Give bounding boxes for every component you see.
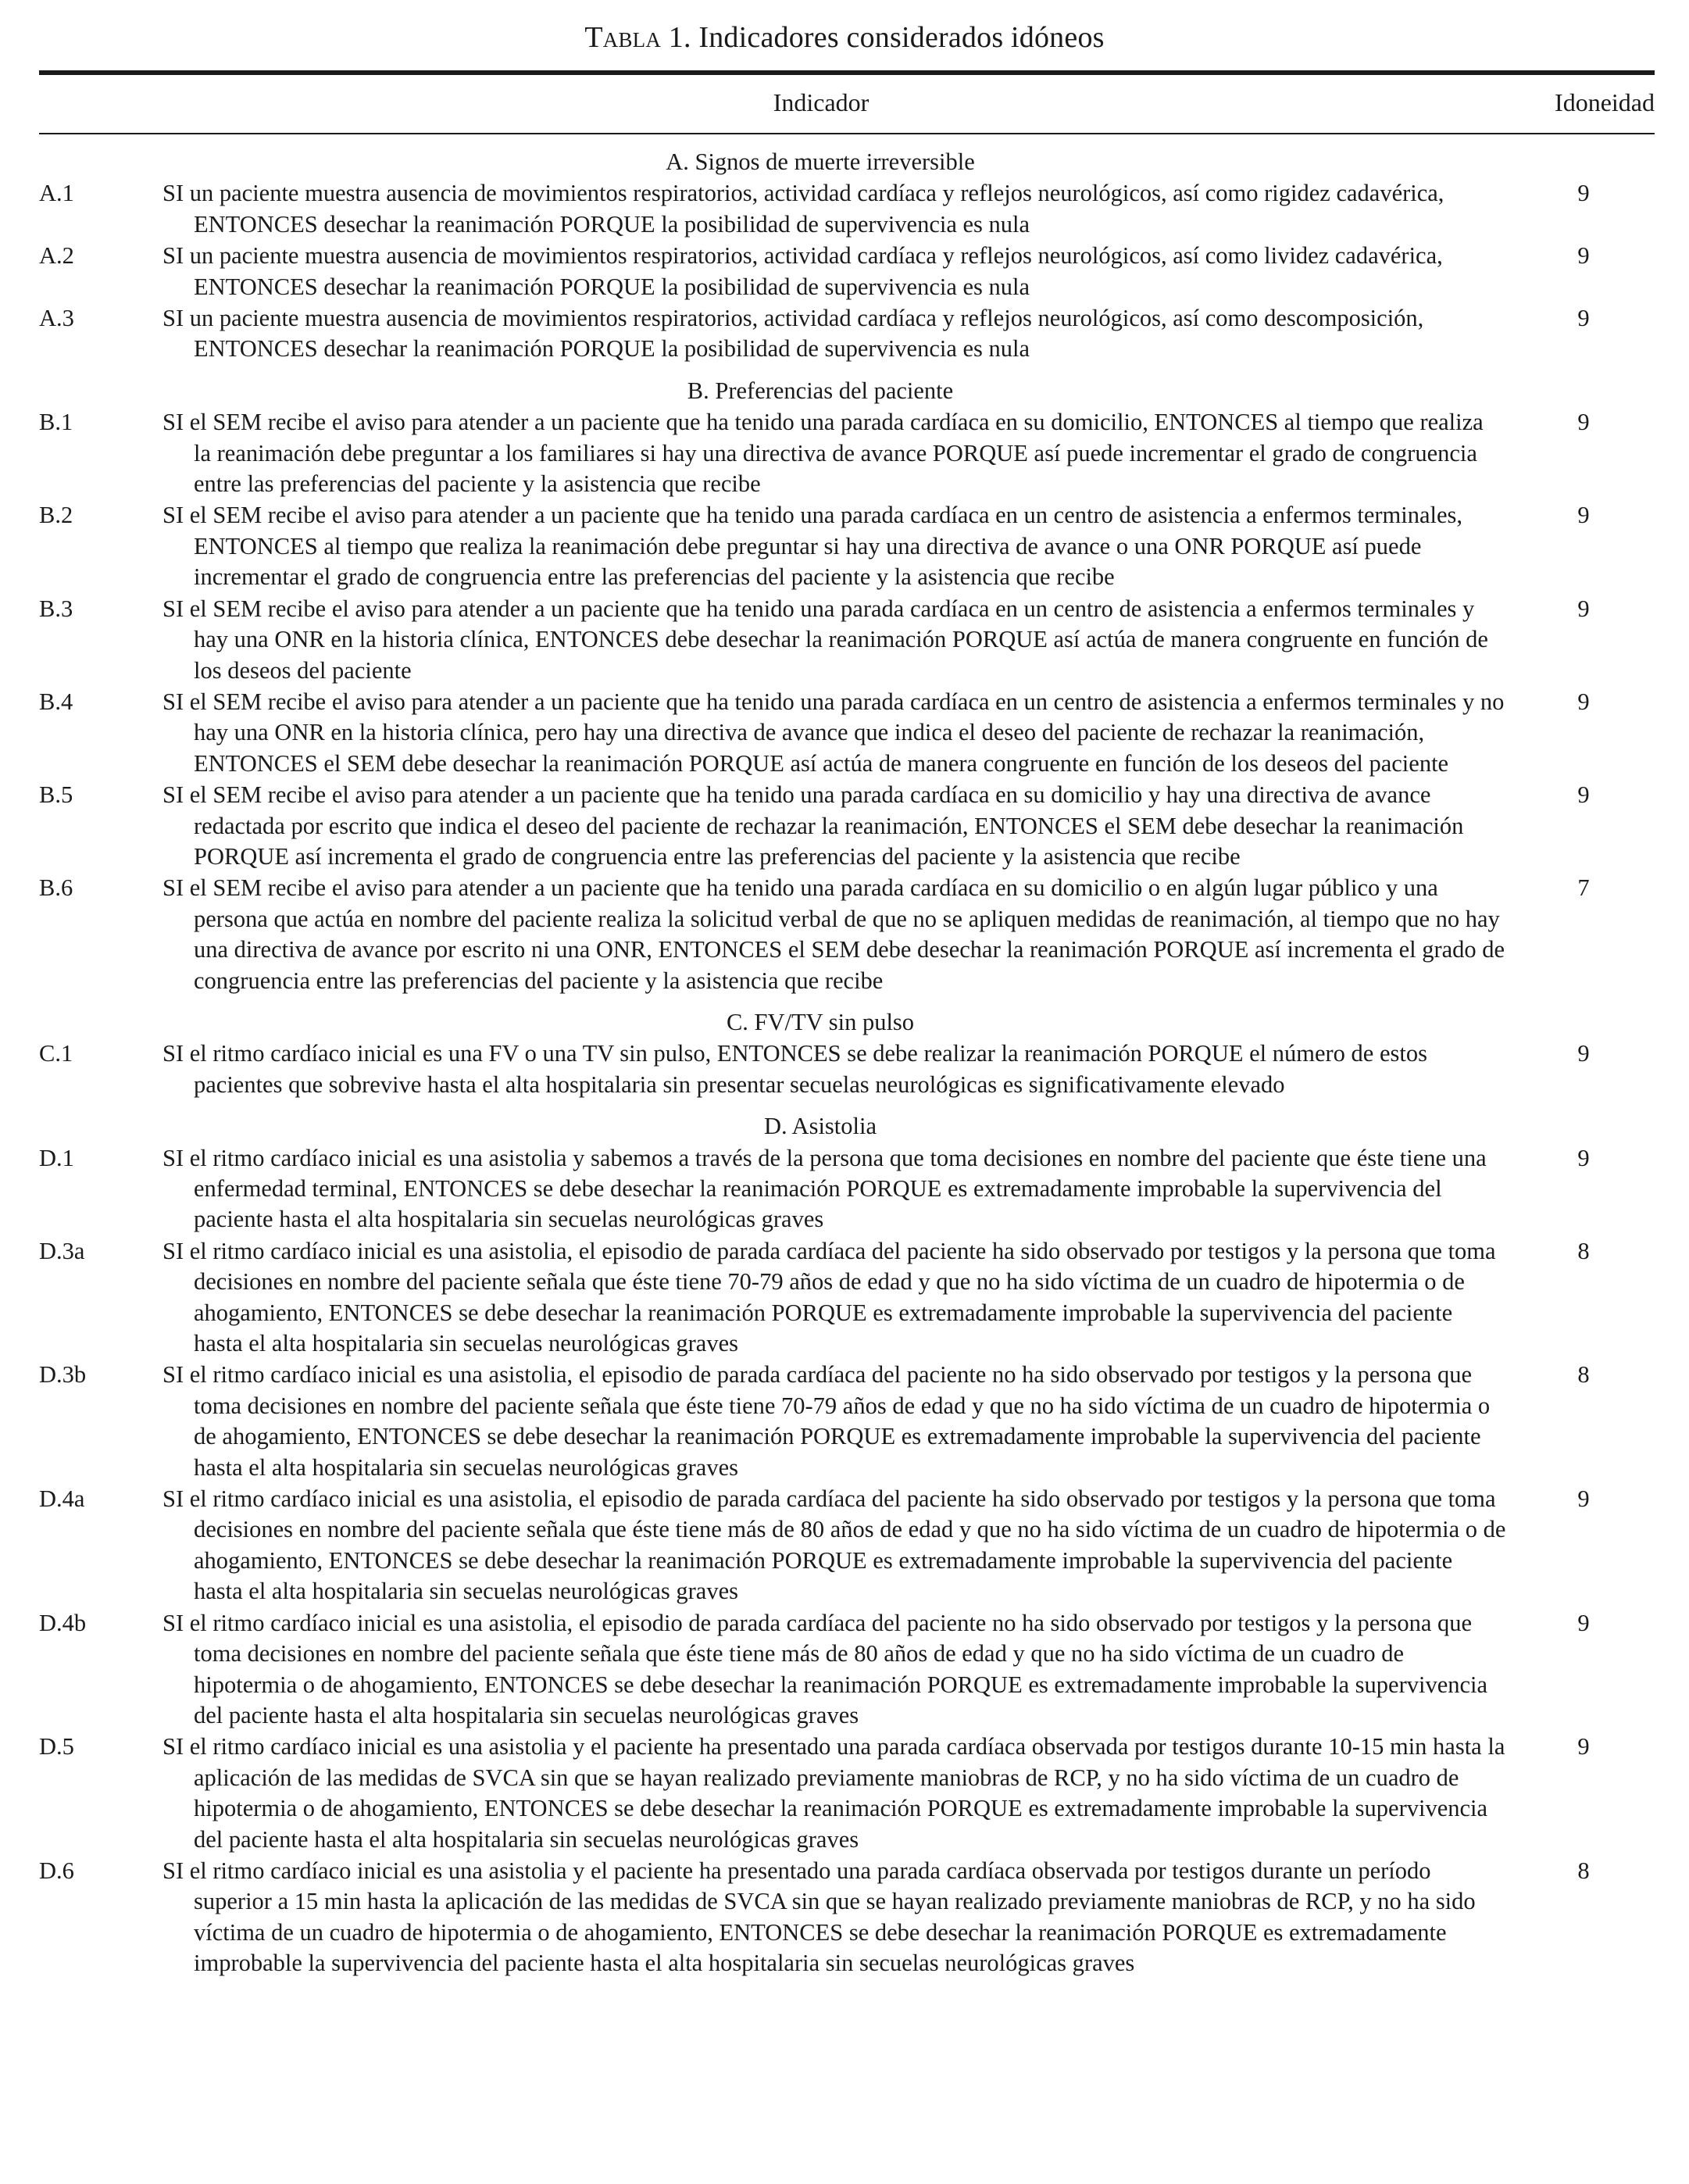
indicator-code: A.2 (39, 242, 74, 270)
suitability-score: 9 (1577, 502, 1590, 529)
suitability-score: 8 (1577, 1237, 1590, 1264)
suitability-score: 8 (1577, 1361, 1590, 1389)
indicator-text: SI el ritmo cardíaco inicial es una asistolia y el paciente ha presentado una parada cardíaca observada por testigos durante un período superior a 15 min hasta la aplicación de las medidas de SVCA sin que se hayan realizado previamente maniobras de RCP, y no ha sido víctima de un cuadro de hipotermia o de ahogamiento, ENTONCES se debe desechar la reanimación PORQUE es extremadamente improbable la supervivencia del paciente hasta el alta hospitalaria sin secuelas neurológicas graves (162, 1857, 1476, 1977)
suitability-score: 9 (1577, 688, 1590, 715)
suitability-score: 7 (1577, 874, 1590, 902)
column-header-suitability: Idoneidad (1555, 88, 1655, 116)
section-heading: A. Signos de muerte irreversible (666, 148, 975, 175)
indicator-code: A.1 (39, 180, 74, 207)
indicator-code: C.1 (39, 1040, 73, 1067)
indicator-text: SI un paciente muestra ausencia de movimientos respiratorios, actividad cardíaca y reflejos neurológicos, así como lividez cadavérica, ENTONCES desechar la reanimación PORQUE la posibilidad de supervivencia es nula (162, 242, 1443, 300)
section-heading: C. FV/TV sin pulso (726, 1008, 915, 1035)
table-row (39, 1143, 1655, 1235)
indicator-text: SI el ritmo cardíaco inicial es una asistolia y el paciente ha presentado una parada cardíaca observada por testigos durante 10-15 min hasta la aplicación de las medidas de SVCA sin que se hayan realizado previamente maniobras de RCP, y no ha sido víctima de un cuadro de hipotermia o de ahogamiento, ENTONCES se debe desechar la reanimación PORQUE es extremadamente improbable la supervivencia del paciente hasta el alta hospitalaria sin secuelas neurológicas graves (162, 1733, 1505, 1853)
header-rule (39, 133, 1655, 134)
indicator-text: SI un paciente muestra ausencia de movimientos respiratorios, actividad cardíaca y reflejos neurológicos, así como rigidez cadavérica, ENTONCES desechar la reanimación PORQUE la posibilidad de supervivencia es nula (162, 180, 1444, 238)
suitability-score: 9 (1577, 1609, 1590, 1636)
suitability-score: 8 (1577, 1857, 1590, 1884)
suitability-score: 9 (1577, 1040, 1590, 1067)
table-row (39, 1038, 1655, 1100)
top-rule (39, 70, 1655, 75)
indicator-code: D.1 (39, 1144, 74, 1171)
table-row (39, 1608, 1655, 1732)
indicator-text: SI el ritmo cardíaco inicial es una asistolia, el episodio de parada cardíaca del paciente no ha sido observado por testigos y la persona que toma decisiones en nombre del paciente señala que éste tiene más de 80 años de edad y que no ha sido víctima de un cuadro de hipotermia o de ahogamiento, ENTONCES se debe desechar la reanimación PORQUE es extremadamente improbable la supervivencia del paciente hasta el alta hospitalaria sin secuelas neurológicas graves (162, 1609, 1488, 1728)
table-row (39, 1856, 1655, 1979)
table-title: Indicadores considerados idóneos (698, 21, 1105, 54)
table-row (39, 178, 1655, 240)
suitability-score: 9 (1577, 1485, 1590, 1513)
indicator-text: SI el SEM recibe el aviso para atender a un paciente que ha tenido una parada cardíaca en su domicilio y hay una directiva de avance redactada por escrito que indica el deseo del paciente de rechazar la reanimación, ENTONCES el SEM debe desechar la reanimación PORQUE así incrementa el grado de congruencia entre las preferencias del paciente y la asistencia que recibe (162, 781, 1464, 870)
suitability-score: 9 (1577, 595, 1590, 622)
indicator-text: SI el SEM recibe el aviso para atender a un paciente que ha tenido una parada cardíaca en un centro de asistencia a enfermos terminales y no hay una ONR en la historia clínica, pero hay una directiva de avance que indica el deseo del paciente de rechazar la reanimación, ENTONCES el SEM debe desechar la reanimación PORQUE así actúa de manera congruente en función de los deseos del paciente (162, 688, 1505, 777)
indicator-text: SI el ritmo cardíaco inicial es una asistolia, el episodio de parada cardíaca del paciente no ha sido observado por testigos y la persona que toma decisiones en nombre del paciente señala que éste tiene 70-79 años de edad y que no ha sido víctima de un cuadro de hipotermia o de ahogamiento, ENTONCES se debe desechar la reanimación PORQUE es extremadamente improbable la supervivencia del paciente hasta el alta hospitalaria sin secuelas neurológicas graves (162, 1361, 1491, 1481)
indicator-code: B.5 (39, 781, 73, 809)
suitability-score: 9 (1577, 1733, 1590, 1760)
indicator-text: SI el SEM recibe el aviso para atender a un paciente que ha tenido una parada cardíaca en su domicilio o en algún lugar público y una persona que actúa en nombre del paciente realiza la solicitud verbal de que no se apliquen medidas de reanimación, al tiempo que no hay una directiva de avance por escrito ni una ONR, ENTONCES el SEM debe desechar la reanimación PORQUE así incrementa el grado de congruencia entre las preferencias del paciente y la asistencia que recibe (162, 874, 1505, 994)
table-label: Tabla 1. (584, 21, 691, 54)
table-row (39, 407, 1655, 499)
indicator-text: SI el ritmo cardíaco inicial es una asistolia, el episodio de parada cardíaca del paciente ha sido observado por testigos y la persona que toma decisiones en nombre del paciente señala que éste tiene más de 80 años de edad y que no ha sido víctima de un cuadro de hipotermia o de ahogamiento, ENTONCES se debe desechar la reanimación PORQUE es extremadamente improbable la supervivencia del paciente hasta el alta hospitalaria sin secuelas neurológicas graves (162, 1485, 1506, 1605)
indicator-code: B.1 (39, 409, 73, 436)
indicator-code: D.3a (39, 1237, 85, 1264)
suitability-score: 9 (1577, 781, 1590, 809)
section-heading: D. Asistolia (763, 1113, 877, 1140)
indicator-code: D.5 (39, 1733, 74, 1760)
table-row (39, 1484, 1655, 1607)
indicator-code: B.6 (39, 874, 73, 902)
table-caption (0, 17, 1689, 58)
table-row (39, 780, 1655, 872)
indicator-text: SI un paciente muestra ausencia de movimientos respiratorios, actividad cardíaca y reflejos neurológicos, así como descomposición, ENTONCES desechar la reanimación PORQUE la posibilidad de supervivencia es nula (162, 305, 1424, 363)
suitability-score: 9 (1577, 305, 1590, 332)
table-body (39, 147, 1655, 1979)
indicator-text: SI el SEM recibe el aviso para atender a un paciente que ha tenido una parada cardíaca en su domicilio, ENTONCES al tiempo que realiza la reanimación debe preguntar a los familiares si hay una directiva de avance PORQUE así puede incrementar el grado de congruencia entre las preferencias del paciente y la asistencia que recibe (162, 409, 1484, 498)
indicator-code: D.4a (39, 1485, 85, 1513)
table-row (39, 873, 1655, 996)
table-row (39, 1732, 1655, 1855)
table-row (39, 687, 1655, 779)
indicator-code: D.3b (39, 1361, 87, 1389)
suitability-score: 9 (1577, 1144, 1590, 1171)
table-row (39, 1360, 1655, 1483)
table-row (39, 303, 1655, 365)
indicator-text: SI el ritmo cardíaco inicial es una asistolia, el episodio de parada cardíaca del paciente ha sido observado por testigos y la persona que toma decisiones en nombre del paciente señala que éste tiene 70-79 años de edad y que no ha sido víctima de un cuadro de hipotermia o de ahogamiento, ENTONCES se debe desechar la reanimación PORQUE es extremadamente improbable la supervivencia del paciente hasta el alta hospitalaria sin secuelas neurológicas graves (162, 1237, 1496, 1357)
indicator-text: SI el SEM recibe el aviso para atender a un paciente que ha tenido una parada cardíaca en un centro de asistencia a enfermos terminales, ENTONCES al tiempo que realiza la reanimación debe preguntar si hay una directiva de avance o una ONR PORQUE así puede incrementar el grado de congruencia entre las preferencias del paciente y la asistencia que recibe (162, 502, 1463, 591)
table-row (39, 594, 1655, 686)
column-header-indicator: Indicador (773, 88, 869, 116)
section-heading: B. Preferencias del paciente (687, 377, 954, 404)
indicator-text: SI el ritmo cardíaco inicial es una asistolia y sabemos a través de la persona que toma decisiones en nombre del paciente que éste tiene una enfermedad terminal, ENTONCES se debe desechar la reanimación PORQUE es extremadamente improbable la supervivencia del paciente hasta el alta hospitalaria sin secuelas neurológicas graves (162, 1144, 1487, 1233)
indicator-code: D.6 (39, 1857, 74, 1884)
indicator-text: SI el SEM recibe el aviso para atender a un paciente que ha tenido una parada cardíaca en un centro de asistencia a enfermos terminales y hay una ONR en la historia clínica, ENTONCES debe desechar la reanimación PORQUE así actúa de manera congruente en función de los deseos del paciente (162, 595, 1488, 684)
suitability-score: 9 (1577, 180, 1590, 207)
table-row (39, 500, 1655, 592)
indicator-code: D.4b (39, 1609, 87, 1636)
suitability-score: 9 (1577, 409, 1590, 436)
indicator-text: SI el ritmo cardíaco inicial es una FV o una TV sin pulso, ENTONCES se debe realizar la reanimación PORQUE el número de estos pacientes que sobrevive hasta el alta hospitalaria sin presentar secuelas neurológicas es significativamente elevado (162, 1040, 1427, 1098)
indicator-code: B.2 (39, 502, 73, 529)
table-row (39, 1236, 1655, 1360)
indicator-code: A.3 (39, 305, 74, 332)
suitability-score: 9 (1577, 242, 1590, 270)
indicator-code: B.4 (39, 688, 73, 715)
indicator-code: B.3 (39, 595, 73, 622)
table-row (39, 241, 1655, 302)
